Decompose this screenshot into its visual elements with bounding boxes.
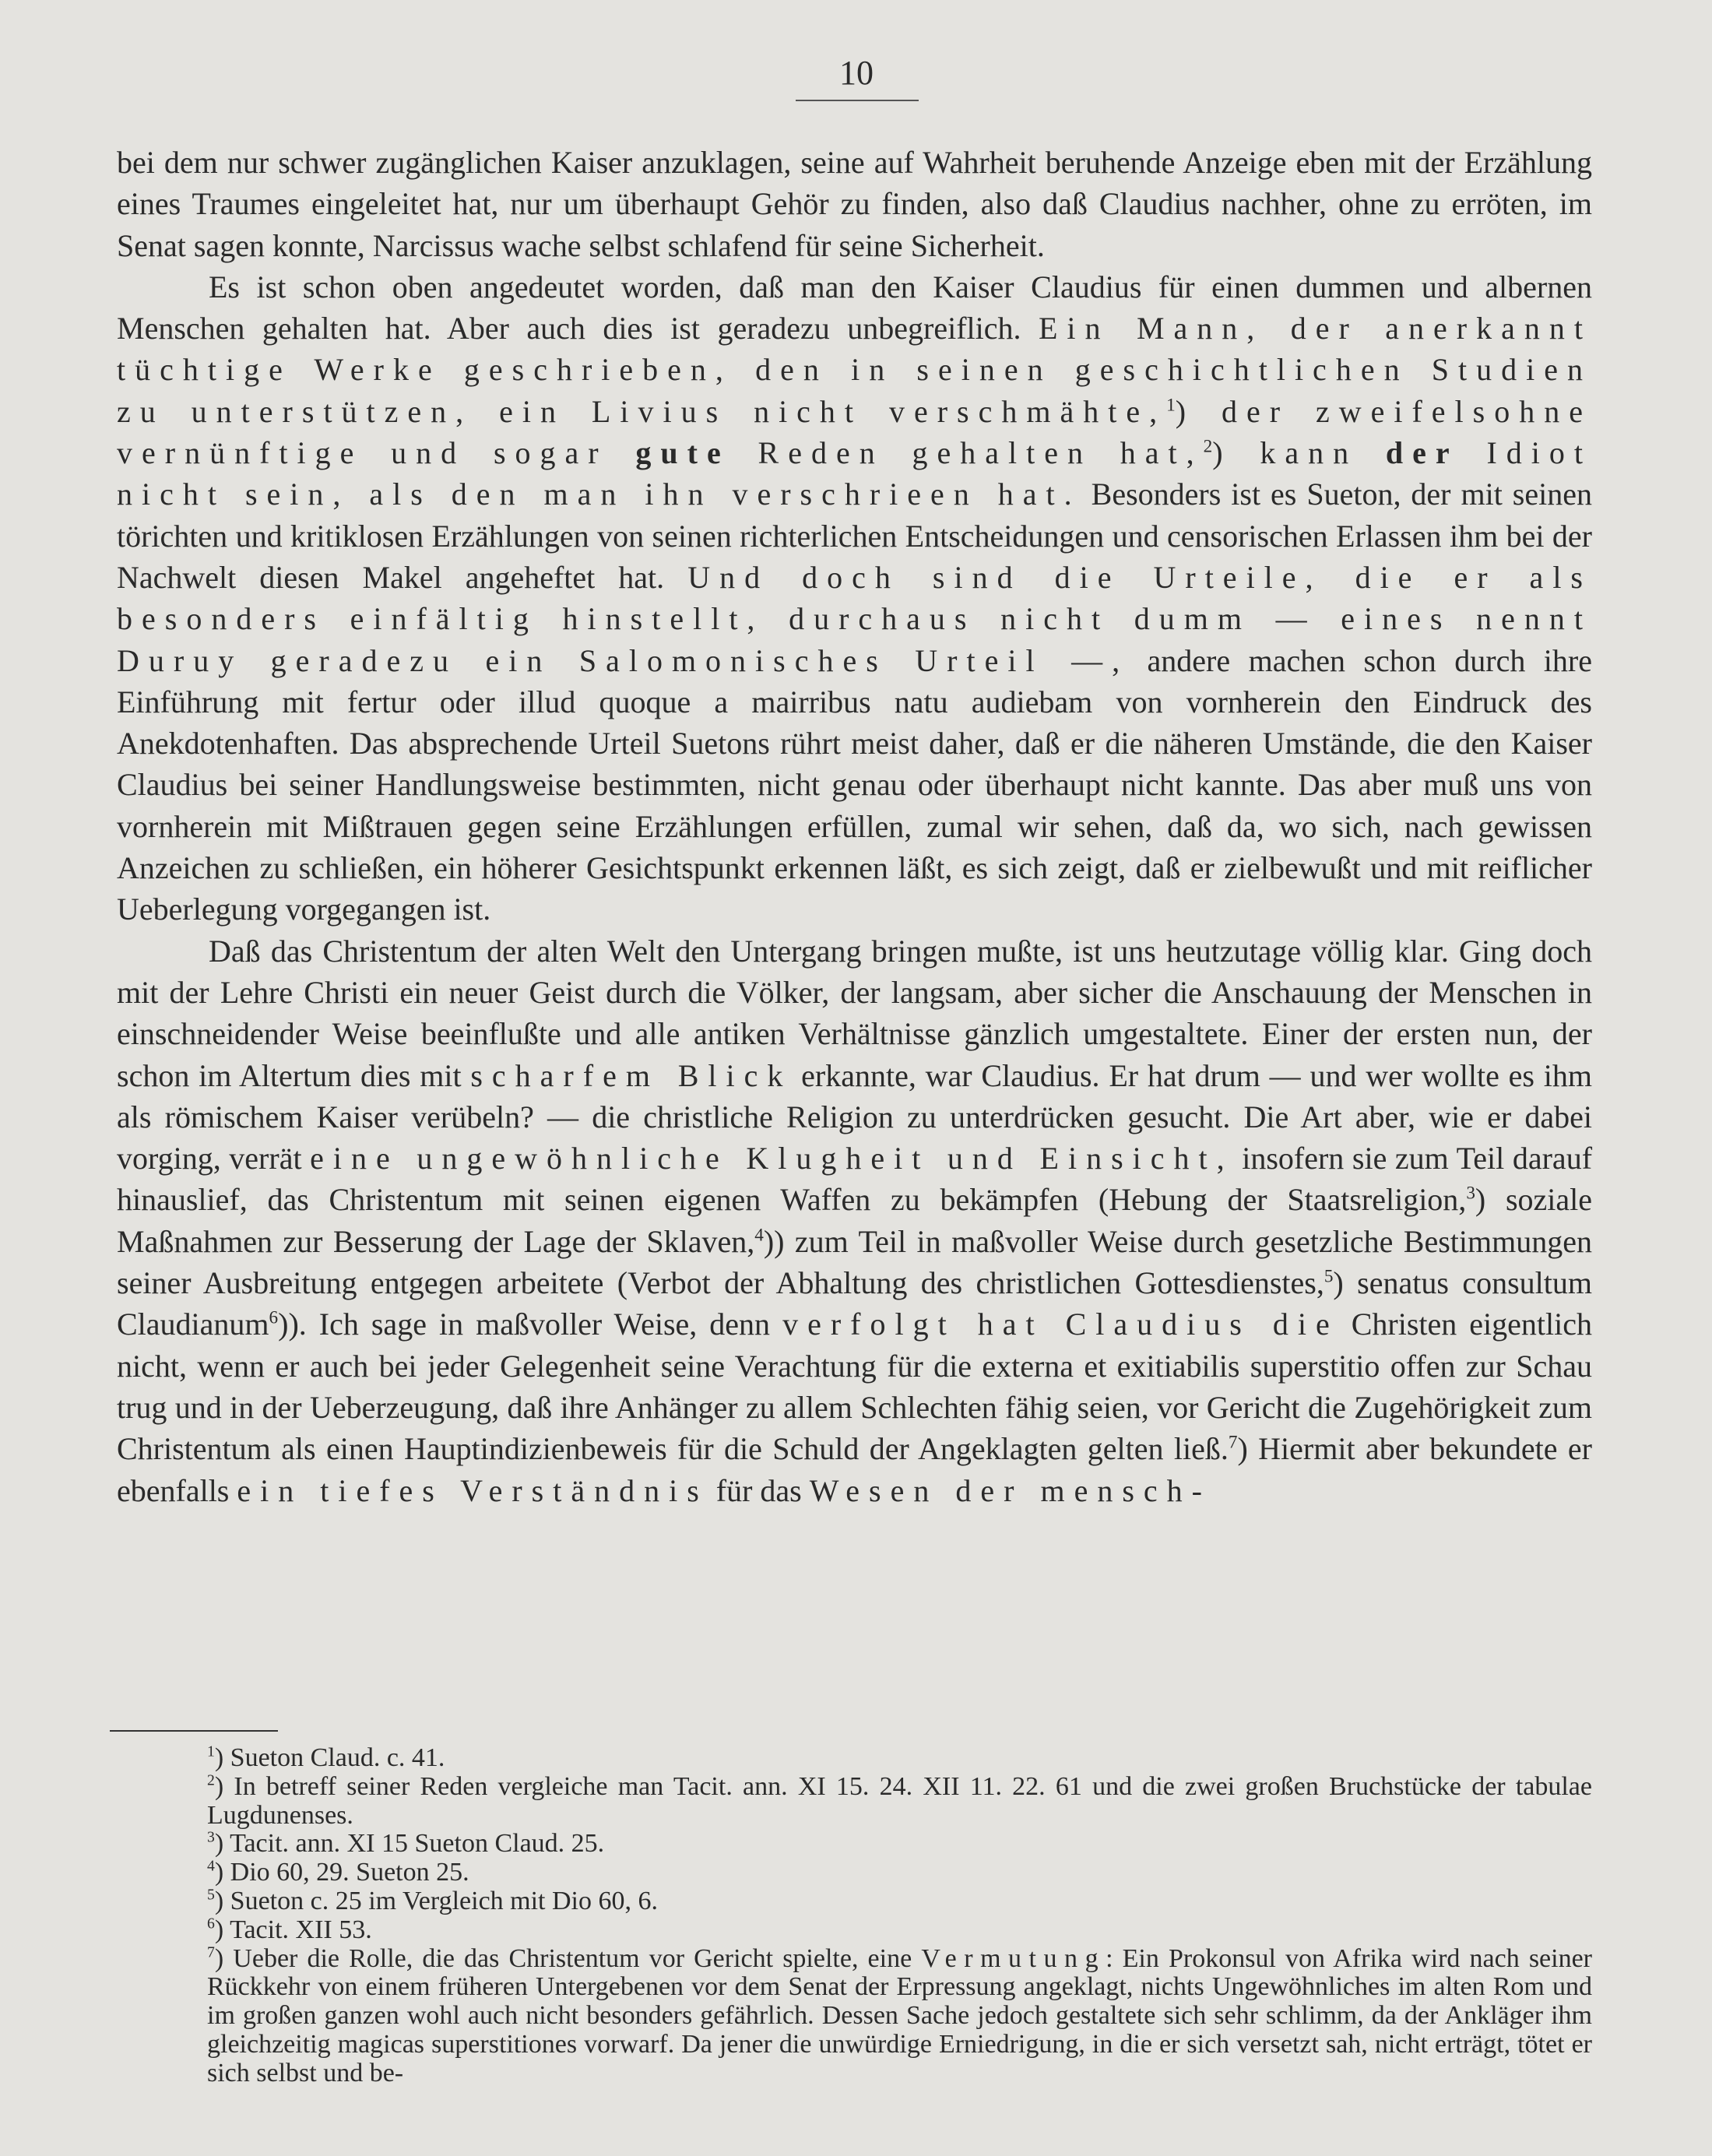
footnote-5-mark: 5 <box>207 1886 215 1904</box>
paragraph-3-spaced-2: eine ungewöhnliche Klugheit und Einsicht, <box>310 1141 1234 1176</box>
footnote-7 <box>109 1945 1592 2088</box>
footnote-4-text: ) Dio 60, 29. Sueton 25. <box>214 1858 469 1887</box>
page-number: 10 <box>839 54 874 92</box>
footnote-7-text-2: : Ein Prokonsul von Afrika wird nach seiner Rückkehr von einem früheren Untergebenen vor dem Senat der Erpressung angeklagt, nichts Ungewöhnliches im alten Rom und im großen ganzen wohl auch nicht besonders gefährlich. Dessen Sache jedoch gestaltete sich sehr schlimm, da der Ankläger ihm gleichzeitig magicas superstitiones vorwarf. Da jener die unwürdige Erniedrigung, in die er sich versetzt sah, nicht erträgt, tötet er sich selbst und be- <box>207 1943 1592 2087</box>
footnote-7-mark: 7 <box>207 1943 215 1961</box>
paragraph-2 <box>117 266 1592 930</box>
paragraph-2-spaced-5: Idiot nicht sein, als den man ihn verschrieen hat. <box>117 435 1593 512</box>
footnote-2 <box>109 1773 1592 1831</box>
footnote-7-spaced: Vermutung <box>921 1943 1106 1973</box>
footnote-3 <box>109 1830 1592 1859</box>
paragraph-3-text-6: ) senatus consultum Claudianum <box>117 1265 1592 1342</box>
footnote-7-text-1: ) Ueber die Rolle, die das Christentum vor Gericht spielte, eine <box>214 1943 922 1973</box>
paragraph-3-text-2: erkannte, war Claudius. Er hat drum — und wer wollte es ihm als römischem Kaiser verübeln? — die christliche Religion zu unterdrücken gesucht. Die Art aber, wie er dabei vorging, verrät <box>117 1057 1592 1176</box>
paragraph-2-bold-der: der <box>1385 435 1459 471</box>
paragraph-3-spaced-1: scharfem Blick <box>470 1057 793 1093</box>
paragraph-3-text-7: )). Ich sage in maßvoller Weise, denn <box>278 1307 783 1342</box>
paragraph-3-spaced-5: Wesen der mensch- <box>809 1472 1211 1508</box>
body-text <box>117 142 1592 1511</box>
footnotes <box>109 1744 1592 2088</box>
footnote-ref-2: 2 <box>1203 436 1213 457</box>
paragraph-2-spaced-6: Und doch sind die Urteile, die er als besonders einfältig hinstellt, durchaus nicht dumm — eines nennt Duruy geradezu ein Salomonisches Urteil —, <box>117 559 1592 678</box>
footnote-1-mark: 1 <box>207 1743 215 1760</box>
paragraph-3 <box>117 930 1592 1511</box>
footnote-rule <box>110 1730 278 1732</box>
footnote-ref-6: 6 <box>269 1307 279 1328</box>
paragraph-3-text-5: )) zum Teil in maßvoller Weise durch gesetzliche Bestimmungen seiner Ausbreitung entgegen arbeitete (Verbot der Abhaltung des christlichen Gottesdienstes, <box>117 1223 1592 1301</box>
paragraph-2-spaced-3: Reden gehalten hat, <box>729 435 1204 471</box>
paragraph-2-spaced-4: ) kann <box>1212 435 1386 471</box>
paragraph-3-text-10: für das <box>708 1472 810 1508</box>
footnote-ref-5: 5 <box>1324 1266 1334 1287</box>
paragraph-2-text-2: Besonders ist es Sueton, der mit seinen törichten und kritiklosen Erzählungen von seinen richterlichen Entscheidungen und censorischen Erlassen ihm bei der Nachwelt diesen Makel angeheftet hat. <box>117 477 1592 595</box>
paragraph-1: bei dem nur schwer zugänglichen Kaiser anzuklagen, seine auf Wahrheit beruhende Anzeige eben mit der Erzählung eines Traumes eingeleitet hat, nur um überhaupt Gehör zu finden, also daß Claudius nachher, ohne zu erröten, im Senat sagen konnte, Narcissus wache selbst schlafend für seine Sicherheit. <box>117 145 1592 263</box>
paragraph-3-text-9: ) Hiermit aber bekundete er ebenfalls <box>117 1431 1592 1508</box>
footnote-ref-7: 7 <box>1228 1432 1238 1453</box>
page-number-rule <box>796 100 919 101</box>
footnote-3-text: ) Tacit. ann. XI 15 Sueton Claud. 25. <box>214 1829 605 1859</box>
footnote-6 <box>109 1916 1592 1945</box>
footnote-ref-3: 3 <box>1466 1184 1475 1205</box>
paragraph-3-text-8: Christen eigentlich nicht, wenn er auch bei jeder Gelegenheit seine Verachtung für die externa et exitiabilis superstitio offen zur Schau trug und in der Ueberzeugung, daß ihre Anhänger zu allem Schlechten fähig seien, vor Gericht die Zugehörigkeit zum Christentum als einen Hauptindizienbeweis für die Schuld der Angeklagten gelten ließ. <box>117 1307 1592 1467</box>
footnote-4-mark: 4 <box>207 1857 215 1875</box>
paragraph-2-bold-gute: gute <box>635 435 730 471</box>
footnote-4 <box>109 1859 1592 1887</box>
footnote-ref-1: 1 <box>1166 395 1176 416</box>
footnote-3-mark: 3 <box>207 1829 215 1847</box>
footnote-5 <box>109 1887 1592 1916</box>
paragraph-3-text-3: insofern sie zum Teil darauf hinauslief, das Christentum mit seinen eigenen Waffen zu bekämpfen (Hebung der Staatsreligion, <box>117 1141 1593 1218</box>
footnote-2-mark: 2 <box>207 1771 215 1789</box>
footnote-ref-4: 4 <box>754 1225 764 1246</box>
footnote-2-text: ) In betreff seiner Reden vergleiche man Tacit. ann. XI 15. 24. XII 11. 22. 61 und die zwei großen Bruchstücke der tabulae Lugdunenses. <box>207 1771 1592 1830</box>
paragraph-3-text-1: Daß das Christentum der alten Welt den Untergang bringen mußte, ist uns heutzutage völlig klar. Ging doch mit der Lehre Christi ein neuer Geist durch die Völker, der langsam, aber sicher die Anschauung der Menschen in einschneidender Weise beeinflußte und alle antiken Verhältnisse gänzlich umgestaltete. Einer der ersten nun, der schon im Altertum dies mit <box>117 933 1592 1093</box>
paragraph-2-spaced-2: ) der zweifelsohne vernünftige und sogar <box>117 393 1592 471</box>
paragraph-3-text-4: ) soziale Maßnahmen zur Besserung der Lage der Sklaven, <box>117 1182 1592 1259</box>
paragraph-2-spaced-1: Ein Mann, der anerkannt tüchtige Werke geschrieben, den in seinen geschichtlichen Studien zu unterstützen, ein Livius nicht verschmähte, <box>117 311 1592 429</box>
footnote-1 <box>109 1744 1592 1773</box>
paragraph-2-text-3: andere machen schon durch ihre Einführung mit fertur oder illud quoque a mairribus natu audiebam von vornherein den Eindruck des Anekdotenhaften. Das absprechende Urteil Suetons rührt meist daher, daß er die näheren Umstände, die den Kaiser Claudius bei seiner Handlungsweise bestimmten, nicht genau oder überhaupt nicht kannte. Das aber muß uns von vornherein mit Mißtrauen gegen seine Erzählungen erfüllen, zumal wir sehen, daß da, wo sich, nach gewissen Anzeichen zu schließen, ein höherer Gesichtspunkt erkennen läßt, es sich zeigt, daß er zielbewußt und mit reiflicher Ueberlegung vorgegangen ist. <box>117 642 1592 927</box>
paragraph-3-spaced-4: ein tiefes Verständnis <box>237 1472 708 1508</box>
footnote-5-text: ) Sueton c. 25 im Vergleich mit Dio 60, 6. <box>214 1886 658 1915</box>
paragraph-3-spaced-3: verfolgt hat Claudius die <box>782 1307 1339 1342</box>
paragraph-2-text-1: Es ist schon oben angedeutet worden, daß man den Kaiser Claudius für einen dummen und albernen Menschen gehalten hat. Aber auch dies ist geradezu unbegreiflich. <box>117 269 1592 346</box>
footnote-1-text: ) Sueton Claud. c. 41. <box>214 1743 445 1772</box>
footnote-6-mark: 6 <box>207 1915 215 1933</box>
footnote-6-text: ) Tacit. XII 53. <box>214 1915 372 1944</box>
